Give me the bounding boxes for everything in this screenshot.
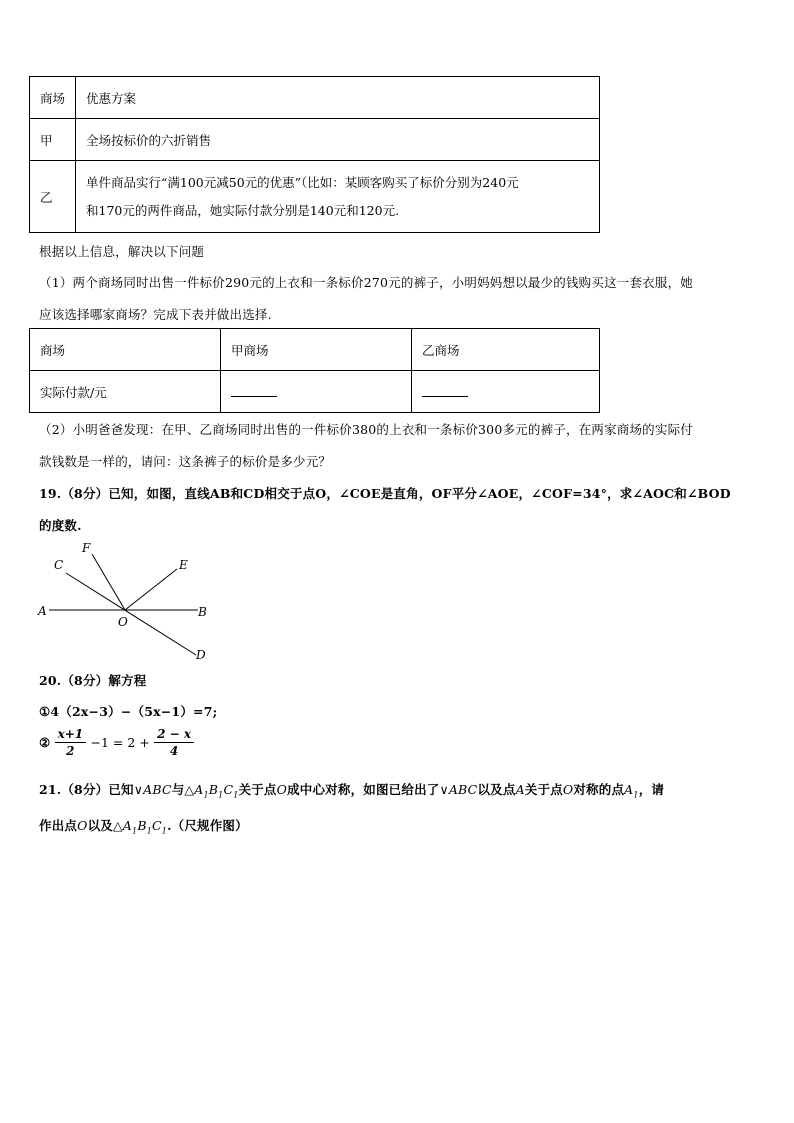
q20-eq1: ①4（2x−3）−（5x−1）=7; [39, 704, 218, 719]
fraction-2-denominator: 4 [169, 744, 179, 758]
q20-title: 20.（8分）解方程 [39, 673, 147, 688]
yi-scheme-line1: 单件商品实行“满100元减50元的优惠”（比如：某顾客购买了标价分别为240元 [86, 174, 519, 190]
table1-cell-yi-scheme [76, 161, 600, 233]
payment-table [29, 328, 600, 413]
q21-text: 成中心对称，如图已给出了 [287, 782, 440, 797]
q21-text: 关于点 [524, 782, 563, 797]
table1-header-scheme: 优惠方案 [76, 77, 600, 119]
q2-line2: 款钱数是一样的，请问：这条裤子的标价是多少元？ [39, 454, 332, 469]
point-o: O [276, 782, 288, 797]
table2-row-label: 实际付款/元 [30, 371, 221, 413]
label-d: D [196, 648, 206, 662]
fraction-2 [154, 726, 194, 759]
point-o: O [77, 818, 88, 833]
q1-line2: 应该选择哪家商场？完成下表并做出选择. [39, 307, 272, 322]
table2-header-yi: 乙商场 [412, 329, 600, 371]
q21-text: 关于点 [238, 782, 277, 797]
table2-blank-yi [412, 371, 600, 413]
fraction-1 [55, 726, 87, 759]
eq2-middle: −1 = 2 + [90, 735, 150, 750]
ray-of [92, 554, 125, 610]
q21-text: .（尺规作图） [167, 818, 248, 833]
q21-text: 以及点 [477, 782, 516, 797]
point-a1-text: A [624, 782, 634, 797]
table2-header-jia: 甲商场 [221, 329, 412, 371]
answer-blank [422, 384, 468, 397]
eq2-prefix: ② [39, 735, 51, 750]
table1-cell-jia: 甲 [30, 119, 76, 161]
fraction-2-numerator: 2 − x [154, 726, 194, 743]
q21-text: 作出点 [39, 818, 78, 833]
table1-header-mall: 商场 [30, 77, 76, 119]
label-o: O [118, 615, 128, 629]
q21-text: 21.（8分）已知 [39, 782, 134, 797]
table1-cell-yi: 乙 [30, 161, 76, 233]
point-a1: $A_1$ [624, 782, 639, 800]
triangle-abc: ∨ABC [439, 782, 478, 797]
fraction-1-numerator: x+1 [55, 726, 87, 743]
q21-text: 对称的点 [573, 782, 625, 797]
discount-table [29, 76, 600, 233]
triangle-a1-text: △A [184, 782, 204, 797]
q2-line1: （2）小明爸爸发现：在甲、乙商场同时出售的一件标价380的上衣和一条标价300多元的裤子，在两家商场的实际付 [39, 422, 693, 437]
line-cd [66, 573, 196, 655]
label-f: F [82, 541, 91, 555]
label-b: B [198, 605, 207, 619]
point-o: O [562, 782, 574, 797]
q21-line2 [39, 816, 759, 836]
triangle-a1-text: △A [112, 818, 133, 833]
table1-cell-jia-scheme: 全场按标价的六折销售 [76, 119, 600, 161]
label-a: A [38, 604, 47, 618]
q1-line1: （1）两个商场同时出售一件标价290元的上衣和一条标价270元的裤子，小明妈妈想以最少的钱购买这一套衣服，她 [39, 275, 693, 290]
q19-line1: 19.（8分）已知，如图，直线AB和CD相交于点O，∠COE是直角，OF平分∠AOE，∠COF=34°，求∠AOC和∠BOD [39, 486, 731, 501]
ray-oe [125, 569, 177, 610]
point-a: A [515, 782, 525, 797]
q21-text: 以及 [87, 818, 113, 833]
triangle-a1b1c1: $\triangle A_1B_1C_1$ [184, 782, 239, 800]
info-text: 根据以上信息，解决以下问题 [39, 244, 205, 259]
q20-eq2 [39, 726, 194, 759]
label-e: E [179, 558, 188, 572]
triangle-a1b1c1: $\triangle A_1B_1C_1$ [112, 818, 168, 836]
table2-header-mall: 商场 [30, 329, 221, 371]
intersecting-lines-figure [36, 540, 216, 665]
q19-line2: 的度数. [39, 518, 82, 533]
q21-text: ，请 [638, 782, 665, 797]
fraction-1-denominator: 2 [66, 744, 75, 758]
triangle-abc: ∨ABC [133, 782, 172, 797]
table2-blank-jia [221, 371, 412, 413]
q21-line1 [39, 780, 759, 800]
answer-blank [231, 384, 277, 397]
yi-scheme-line2: 和170元的两件商品，她实际付款分别是140元和120元. [86, 202, 400, 218]
label-c: C [54, 558, 64, 572]
q21-text: 与 [171, 782, 185, 797]
